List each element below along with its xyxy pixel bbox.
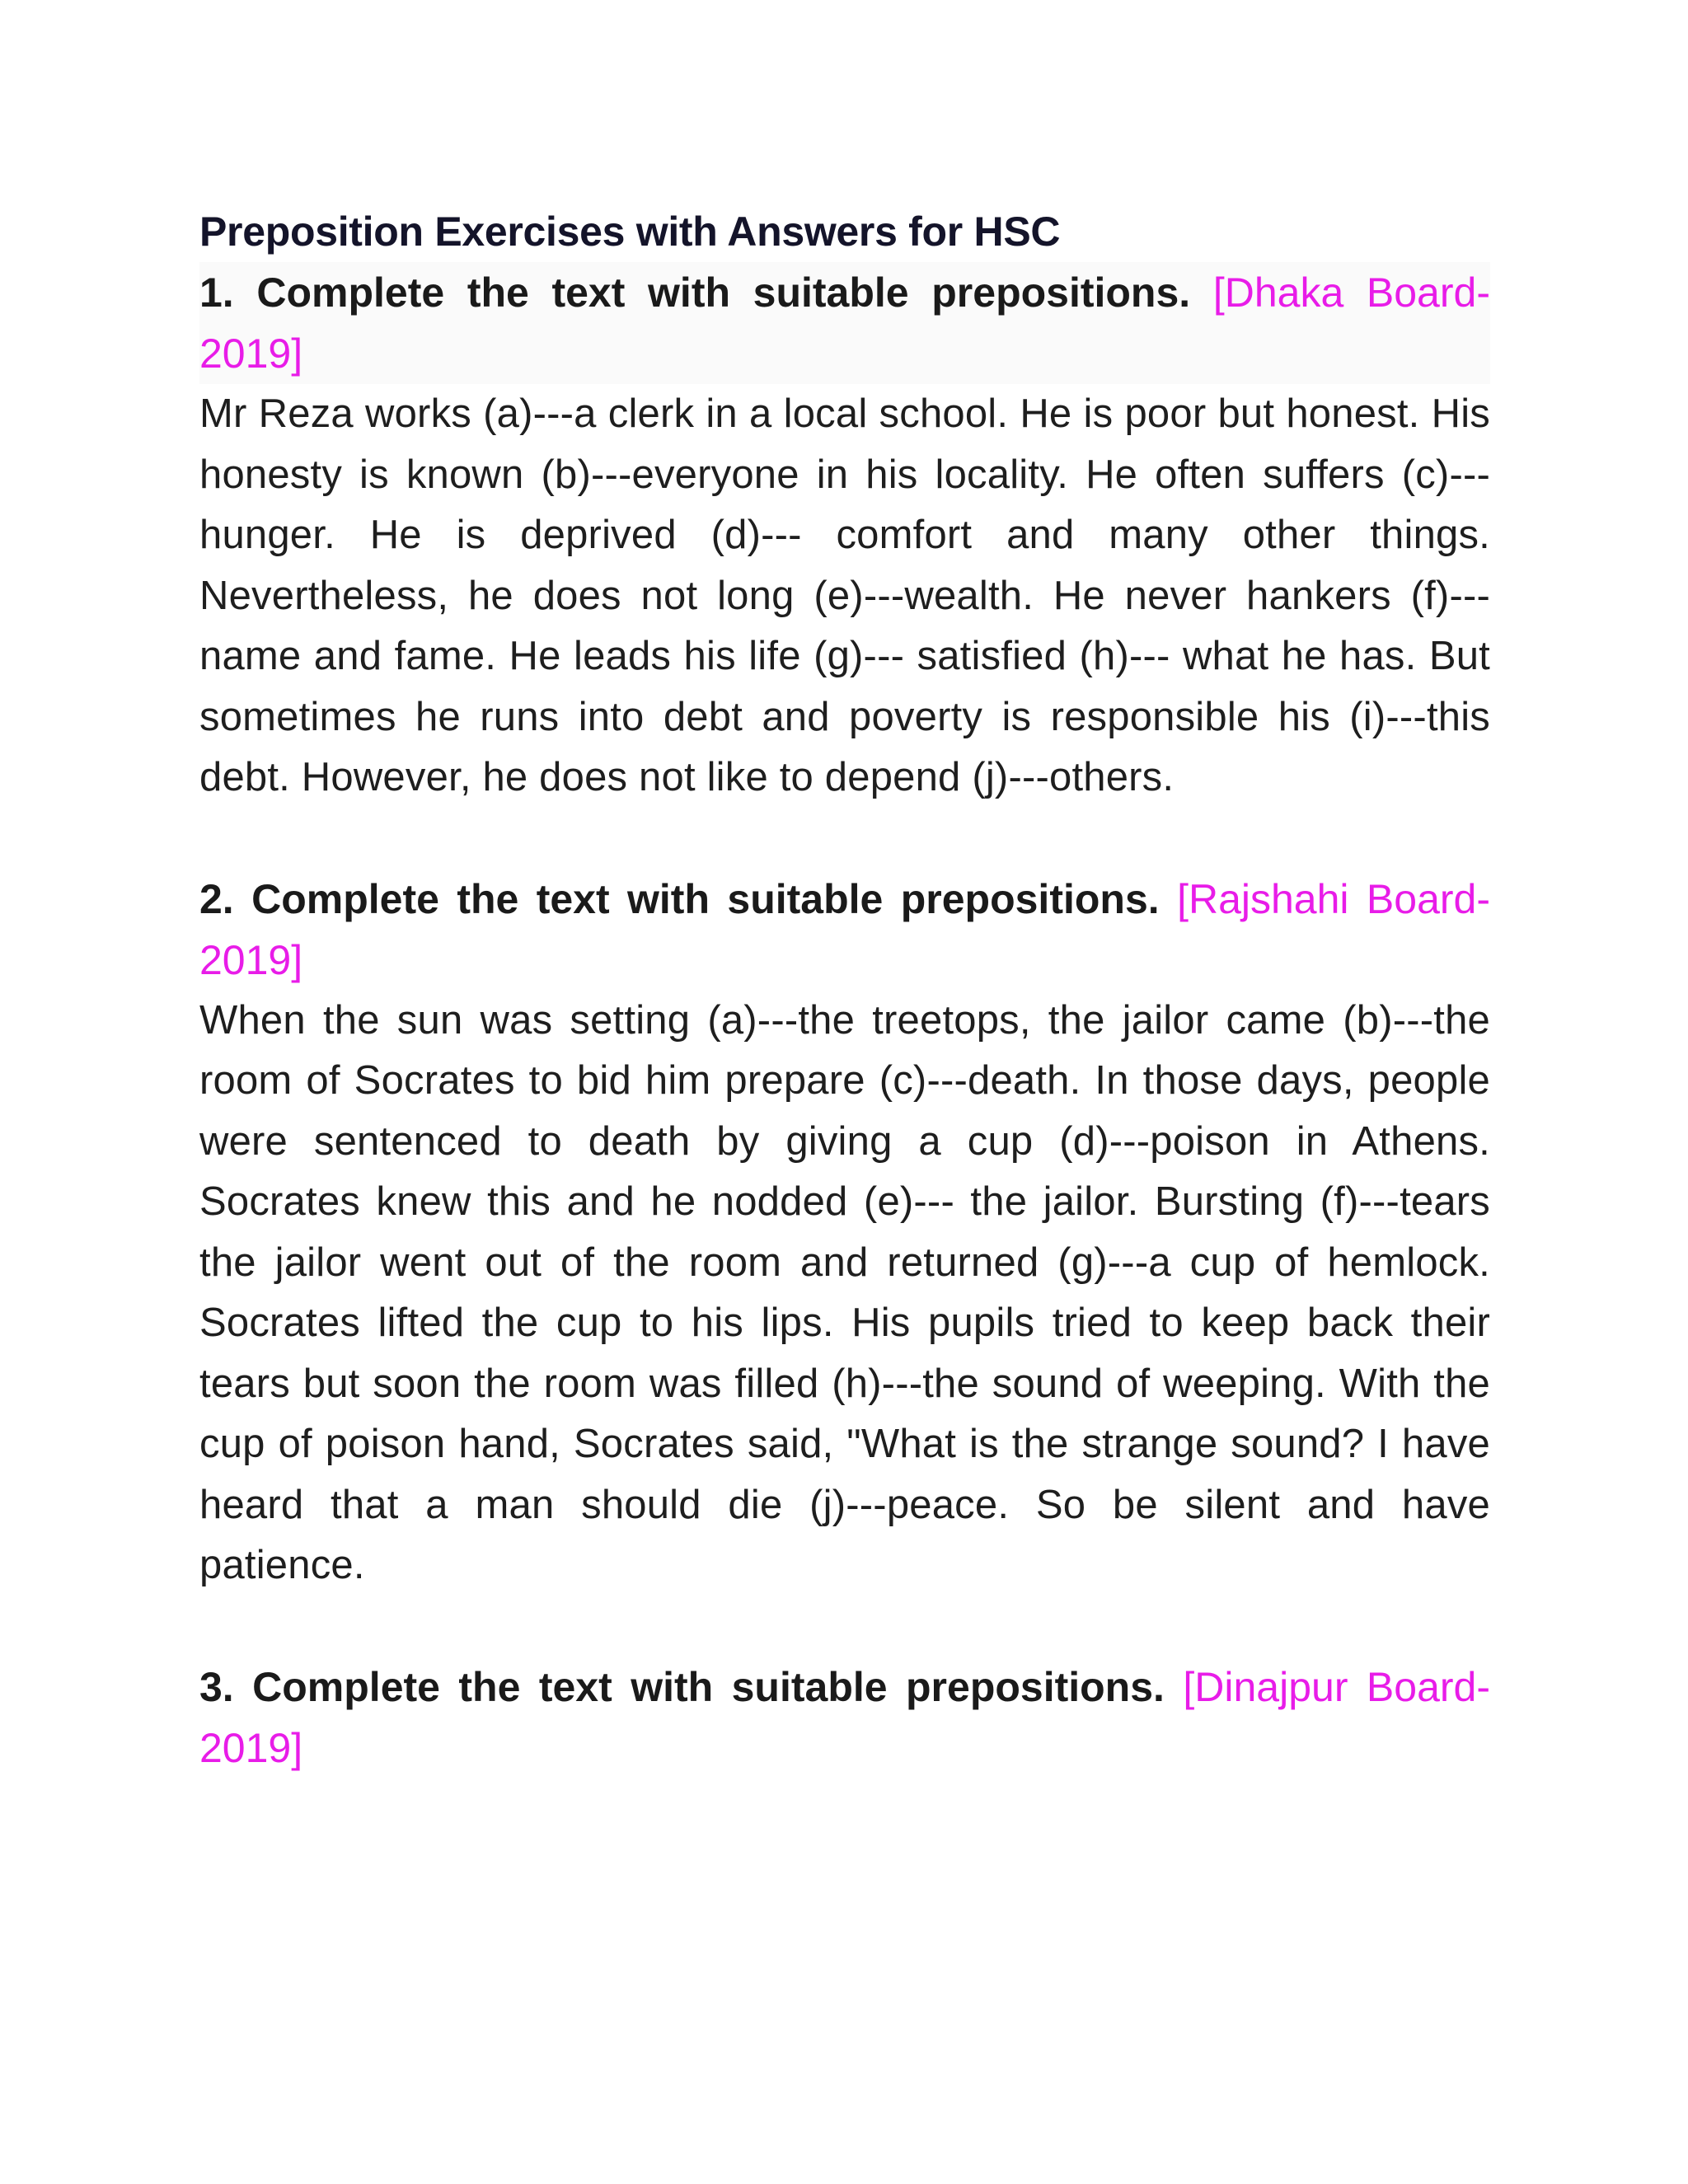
exercise-number: 2. — [199, 875, 234, 922]
exercise-3 — [199, 1657, 1490, 1779]
exercise-heading — [199, 262, 1490, 384]
exercise-heading — [199, 1657, 1490, 1779]
exercise-text: Mr Reza works (a)---a clerk in a local school. He is poor but honest. His honesty is known (b)---everyone in his locality. He often suffers (c)---hunger. He is deprived (d)--- comfort and many other things. Nevertheless, he does not long (e)---wealth. He never hankers (f)--- name and fame. He leads his life (g)--- satisfied (h)--- what he has. But sometimes he runs into debt and poverty is responsible his (i)---this debt. However, he does not like to depend (j)---others. — [199, 391, 1490, 799]
exercise-board-source: [Dinajpur Board-2019] — [199, 1663, 1491, 1771]
page-title: Preposition Exercises with Answers for HSC — [199, 209, 1061, 255]
exercise-text: When the sun was setting (a)---the treetops, the jailor came (b)---the room of Socrates to bid him prepare (c)---death. In those days, people were sentenced to death by giving a cup (d)---poison in Athens. Socrates knew this and he nodded (e)--- the jailor. Bursting (f)---tears the jailor went out of the room and returned (g)---a cup of hemlock. Socrates lifted the cup to his lips. His pupils tried to keep back their tears but soon the room was filled (h)---the sound of weeping. With the cup of poison hand, Socrates said, "What is the strange sound? I have heard that a man should die (j)---peace. So be silent and have patience. — [199, 997, 1490, 1587]
exercise-1 — [199, 262, 1490, 808]
exercise-board-source: [Rajshahi Board-2019] — [199, 875, 1490, 983]
exercise-number: 3. — [199, 1663, 234, 1710]
exercise-board-source: [Dhaka Board-2019] — [199, 269, 1490, 377]
exercise-instruction: Complete the text with suitable prepositions. — [256, 269, 1191, 316]
exercise-heading — [199, 869, 1490, 991]
exercise-instruction: Complete the text with suitable prepositions. — [252, 1663, 1165, 1710]
spacer — [199, 808, 1490, 869]
exercise-instruction: Complete the text with suitable prepositions. — [251, 875, 1160, 922]
spacer — [199, 1596, 1490, 1657]
document-content — [199, 201, 1490, 1779]
exercise-number: 1. — [199, 269, 234, 316]
exercise-2 — [199, 869, 1490, 1596]
